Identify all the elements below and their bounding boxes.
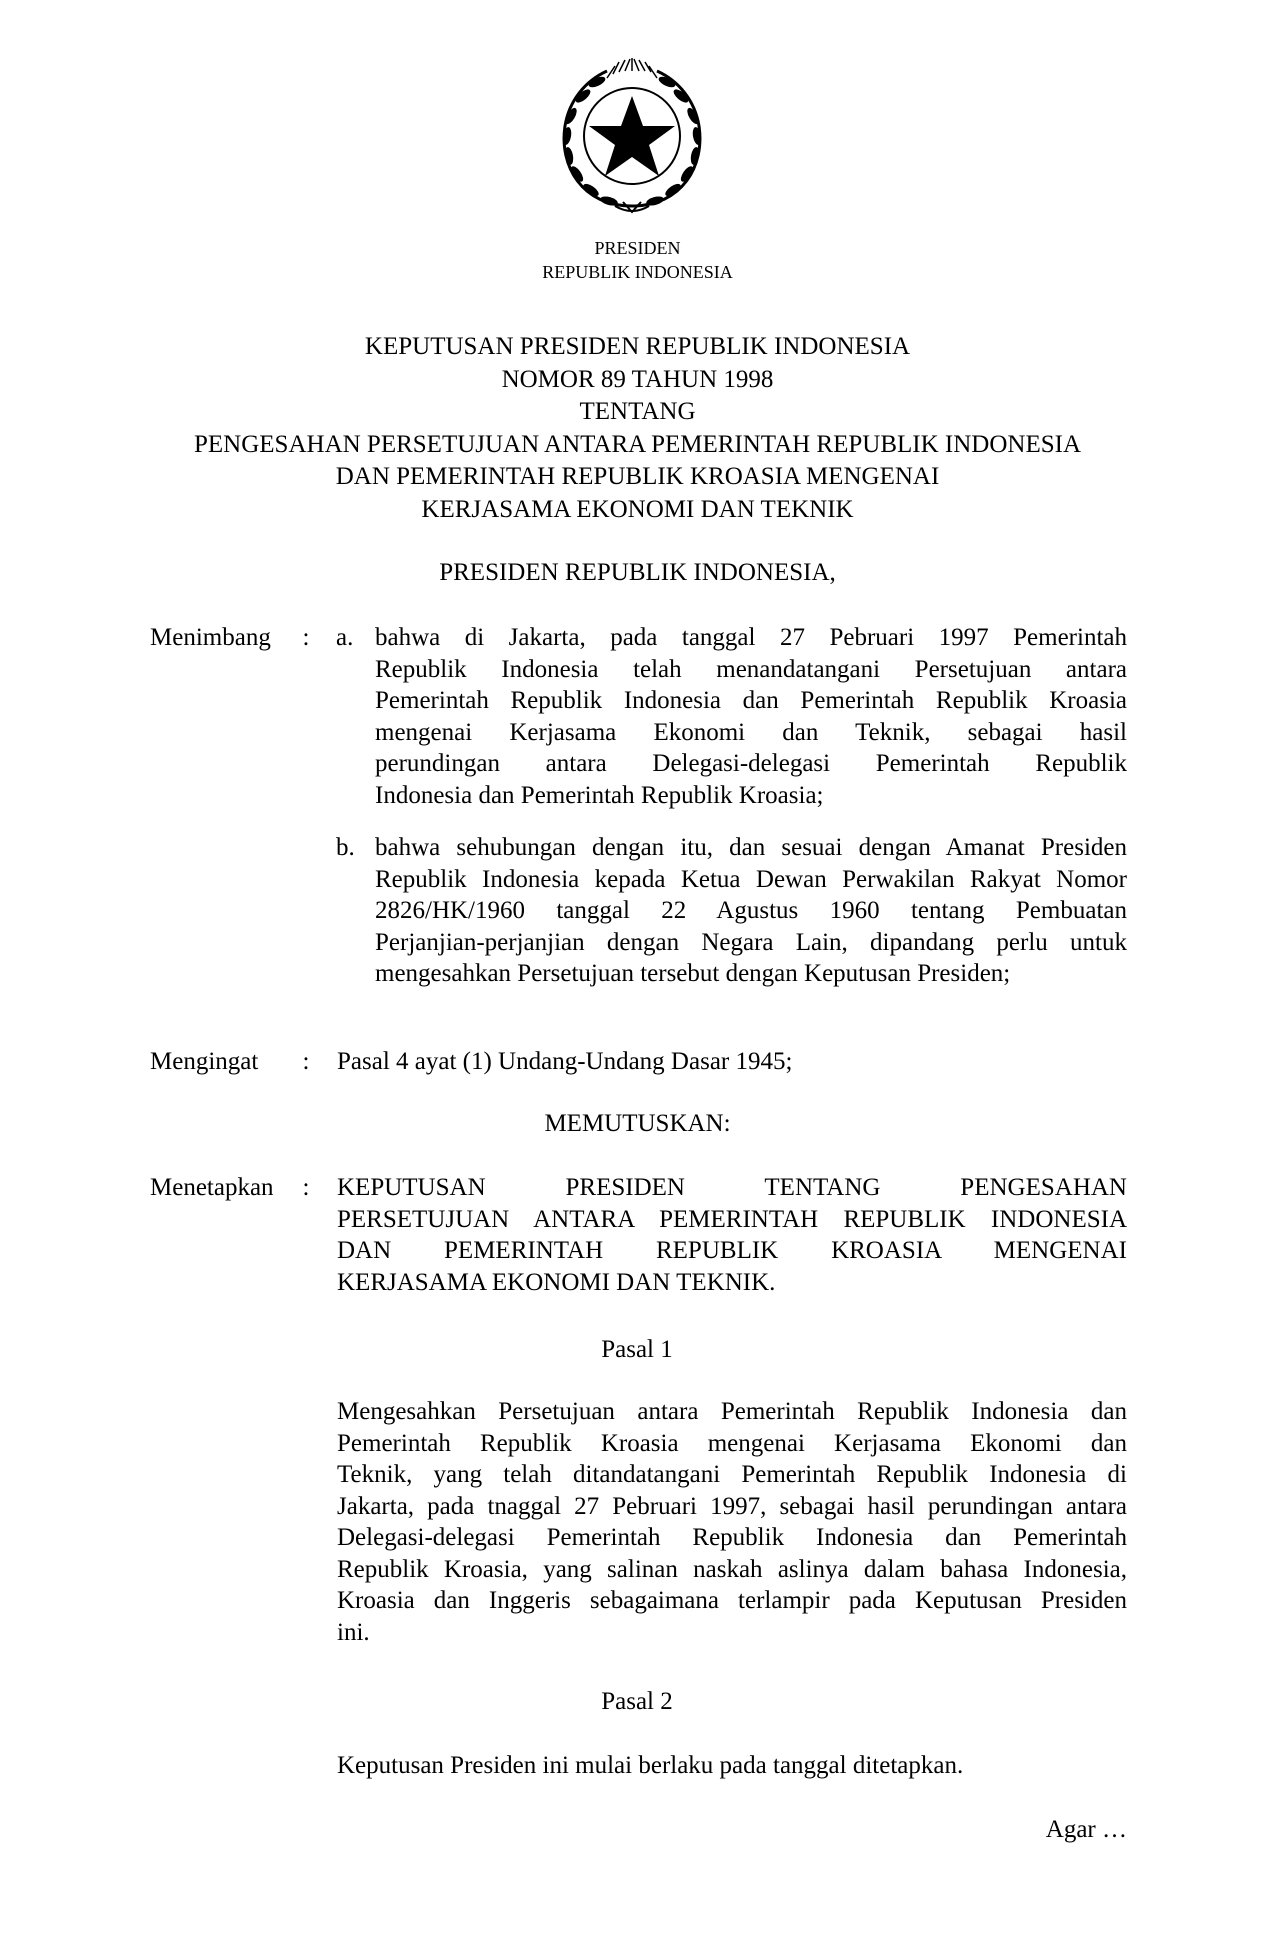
paragraph-line: DAN PEMERINTAH REPUBLIK KROASIA MENGENAI: [337, 1237, 1127, 1264]
title-line: PENGESAHAN PERSETUJUAN ANTARA PEMERINTAH REPUBLIK INDONESIA: [194, 430, 1081, 458]
paragraph-line: Indonesia dan Pemerintah Republik Kroasia;: [375, 781, 824, 809]
menimbang-item-a: [375, 622, 1127, 811]
pasal-1-text: [337, 1396, 1127, 1648]
letterhead-title: PRESIDEN: [594, 238, 681, 258]
item-marker-a: a.: [336, 624, 354, 651]
paragraph-line: Republik Kroasia, yang salinan naskah aslinya dalam bahasa Indonesia,: [337, 1555, 1127, 1583]
paragraph-line: KERJASAMA EKONOMI DAN TEKNIK.: [337, 1268, 776, 1296]
pasal-2-text: Keputusan Presiden ini mulai berlaku pada tanggal ditetapkan.: [337, 1752, 964, 1779]
presidential-seal-icon: [547, 56, 717, 226]
menetapkan-text: [337, 1172, 1127, 1298]
menimbang-label: Menimbang: [150, 624, 271, 651]
paragraph-line: PERSETUJUAN ANTARA PEMERINTAH REPUBLIK INDONESIA: [337, 1205, 1127, 1233]
mengingat-label: Mengingat: [150, 1048, 259, 1075]
paragraph-line: Jakarta, pada tnaggal 27 Pebruari 1997, sebagai hasil perundingan antara: [337, 1492, 1127, 1520]
mengingat-colon: :: [302, 1048, 310, 1075]
mengingat-text: Pasal 4 ayat (1) Undang-Undang Dasar 1945;: [337, 1048, 793, 1075]
paragraph-line: Teknik, yang telah ditandatangani Pemerintah Republik Indonesia di: [337, 1461, 1127, 1488]
paragraph-line: mengesahkan Persetujuan tersebut dengan Keputusan Presiden;: [375, 960, 1011, 987]
paragraph-line: bahwa di Jakarta, pada tanggal 27 Pebruari 1997 Pemerintah: [375, 624, 1127, 651]
item-marker-b: b.: [336, 834, 355, 861]
paragraph-line: Perjanjian-perjanjian dengan Negara Lain, dipandang perlu untuk: [375, 928, 1127, 956]
paragraph-line: Delegasi-delegasi Pemerintah Republik Indonesia dan Pemerintah: [337, 1524, 1127, 1551]
menetapkan-colon: :: [302, 1174, 310, 1201]
paragraph-line: Republik Indonesia telah menandatangani Persetujuan antara: [375, 655, 1127, 683]
paragraph-line: KEPUTUSAN PRESIDEN TENTANG PENGESAHAN: [337, 1174, 1127, 1201]
title-line: KEPUTUSAN PRESIDEN REPUBLIK INDONESIA: [364, 333, 911, 360]
page-continuation: Agar …: [1045, 1816, 1127, 1843]
title-line: KERJASAMA EKONOMI DAN TEKNIK: [421, 495, 854, 523]
paragraph-line: 2826/HK/1960 tanggal 22 Agustus 1960 tentang Pembuatan: [375, 897, 1127, 924]
menimbang-item-b: [375, 832, 1127, 990]
paragraph-line: bahwa sehubungan dengan itu, dan sesuai dengan Amanat Presiden: [375, 834, 1127, 861]
letterhead-subtitle: REPUBLIK INDONESIA: [542, 262, 733, 282]
title-line: NOMOR 89 TAHUN 1998: [501, 365, 774, 393]
decree-title: [0, 331, 1275, 526]
pasal-1-heading: Pasal 1: [601, 1336, 673, 1363]
menimbang-colon: :: [302, 624, 310, 651]
paragraph-line: Kroasia dan Inggeris sebagaimana terlampir pada Keputusan Presiden: [337, 1587, 1127, 1614]
paragraph-line: Republik Indonesia kepada Ketua Dewan Perwakilan Rakyat Nomor: [375, 865, 1127, 893]
president-heading: PRESIDEN REPUBLIK INDONESIA,: [439, 559, 836, 586]
paragraph-line: perundingan antara Delegasi-delegasi Pemerintah Republik: [375, 750, 1127, 777]
title-line: DAN PEMERINTAH REPUBLIK KROASIA MENGENAI: [335, 463, 940, 490]
paragraph-line: mengenai Kerjasama Ekonomi dan Teknik, sebagai hasil: [375, 718, 1127, 746]
title-line: TENTANG: [579, 398, 696, 425]
paragraph-line: Mengesahkan Persetujuan antara Pemerintah Republik Indonesia dan: [337, 1398, 1127, 1425]
pasal-2-heading: Pasal 2: [601, 1688, 673, 1715]
paragraph-line: ini.: [337, 1618, 370, 1646]
memutuskan-heading: MEMUTUSKAN:: [544, 1110, 731, 1137]
paragraph-line: Pemerintah Republik Kroasia mengenai Kerjasama Ekonomi dan: [337, 1429, 1127, 1457]
menetapkan-label: Menetapkan: [150, 1174, 274, 1201]
paragraph-line: Pemerintah Republik Indonesia dan Pemerintah Republik Kroasia: [375, 687, 1127, 714]
